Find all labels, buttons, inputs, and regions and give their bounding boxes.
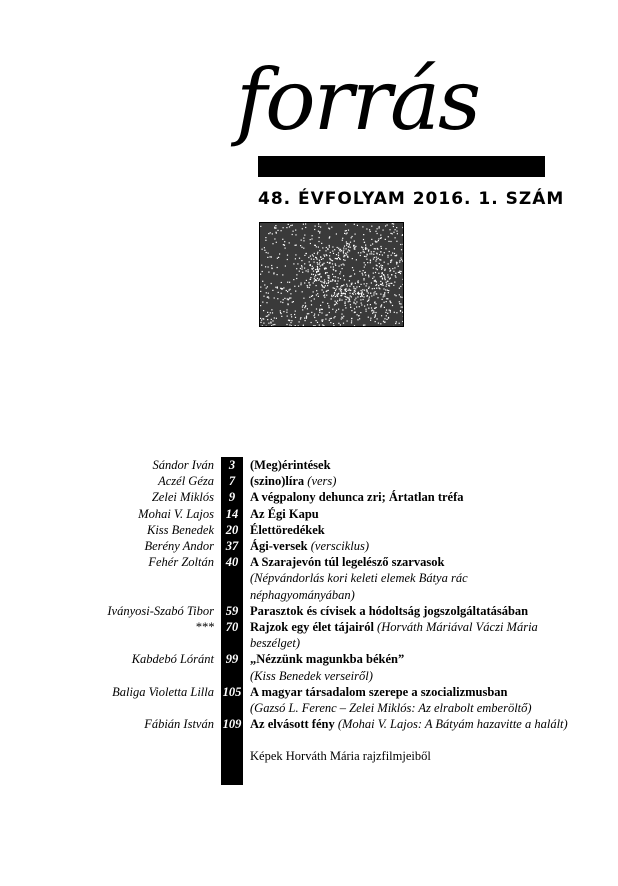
toc-title: Ági-versek <box>250 539 308 554</box>
toc-page-number: 7 <box>228 474 236 489</box>
toc-title-cell <box>243 716 570 732</box>
toc-page-number: 105 <box>222 684 242 699</box>
toc-author: Iványosi-Szabó Tibor <box>107 603 214 618</box>
toc-page-number: 20 <box>225 522 239 537</box>
title-bar <box>258 156 545 177</box>
toc-title-cell <box>243 603 570 619</box>
toc-author: Sándor Iván <box>152 458 214 472</box>
image-credits <box>40 748 600 764</box>
toc-entry <box>40 506 600 522</box>
toc-page-number: 40 <box>225 555 239 570</box>
toc-title: Parasztok és cívisek a hódoltság jogszolgáltatásában <box>250 603 529 618</box>
toc-page-number: 14 <box>225 506 239 521</box>
toc-author: Aczél Géza <box>158 474 214 489</box>
toc-entry <box>40 554 600 603</box>
toc-page-number: 59 <box>225 603 239 618</box>
toc-title-cell <box>243 651 570 683</box>
toc-note: (Népvándorlás kori keleti elemek Bátya rác néphagyományában) <box>250 571 468 602</box>
toc-page-number: 3 <box>228 458 236 472</box>
toc-entry <box>40 473 600 489</box>
toc-title: Az elvásott fény <box>250 717 335 732</box>
image-credits-text: Képek Horváth Mária rajzfilmjeiből <box>250 749 431 764</box>
toc-author: Baliga Violetta Lilla <box>112 684 214 699</box>
toc-title: Rajzok egy élet tájairól <box>250 620 374 635</box>
toc-author: Berény Andor <box>144 539 214 554</box>
toc-title-cell <box>243 554 570 603</box>
toc-title: A Szarajevón túl legelésző szarvasok <box>250 555 445 570</box>
toc-page-number: 70 <box>225 620 239 635</box>
toc-title: (szino)líra <box>250 474 305 489</box>
toc-title-cell <box>243 506 570 522</box>
issue-line: 48. ÉVFOLYAM 2016. 1. SZÁM <box>258 189 565 209</box>
toc-page-number: 109 <box>222 717 242 732</box>
toc-entry <box>40 489 600 505</box>
toc-title: Az Égi Kapu <box>250 506 319 521</box>
toc-author: Zelei Miklós <box>151 490 214 505</box>
toc-title: Élettöredékek <box>250 522 325 537</box>
table-of-contents <box>40 457 600 764</box>
toc-subtitle: (Horváth Máriával Váczi Mária beszélget) <box>250 620 538 651</box>
toc-title: A végpalony dehunca zri; Ártatlan tréfa <box>250 490 464 505</box>
toc-title-cell <box>243 538 570 554</box>
toc-entry <box>40 603 600 619</box>
toc-entry <box>40 522 600 538</box>
cover-illustration-art <box>260 223 403 326</box>
toc-title: (Meg)érintések <box>250 458 331 472</box>
toc-entry <box>40 684 600 716</box>
toc-entry <box>40 716 600 732</box>
toc-title-cell <box>243 619 570 651</box>
toc-author: Fábián István <box>144 717 214 732</box>
toc-entry <box>40 619 600 651</box>
toc-subtitle: (Mohai V. Lajos: A Bátyám hazavitte a halált) <box>334 717 568 732</box>
toc-author: Fehér Zoltán <box>148 555 214 570</box>
toc-title: A magyar társadalom szerepe a szocializmusban <box>250 684 508 699</box>
toc-subtitle: (vers) <box>304 474 337 489</box>
toc-author: *** <box>195 620 214 635</box>
toc-author: Kiss Benedek <box>147 522 214 537</box>
toc-title-cell <box>243 684 570 716</box>
toc-author: Kabdebó Lóránt <box>131 652 214 667</box>
toc-page-number: 9 <box>228 490 236 505</box>
cover-illustration <box>259 222 404 327</box>
toc-entry <box>40 457 600 473</box>
toc-title-cell <box>243 457 570 473</box>
toc-note: (Kiss Benedek verseiről) <box>250 668 373 683</box>
toc-entry <box>40 538 600 554</box>
journal-title: forrás <box>236 51 480 149</box>
toc-author: Mohai V. Lajos <box>138 506 214 521</box>
toc-page-number: 99 <box>225 652 239 667</box>
toc-title-cell <box>243 473 570 489</box>
toc-page-number: 37 <box>225 539 239 554</box>
toc-title: „Nézzünk magunkba békén” <box>250 652 405 667</box>
toc-subtitle: (versciklus) <box>307 539 370 554</box>
toc-entry <box>40 651 600 683</box>
toc-title-cell <box>243 522 570 538</box>
toc-title-cell <box>243 489 570 505</box>
toc-note: (Gazsó L. Ferenc – Zelei Miklós: Az elrabolt emberöltő) <box>250 701 532 716</box>
